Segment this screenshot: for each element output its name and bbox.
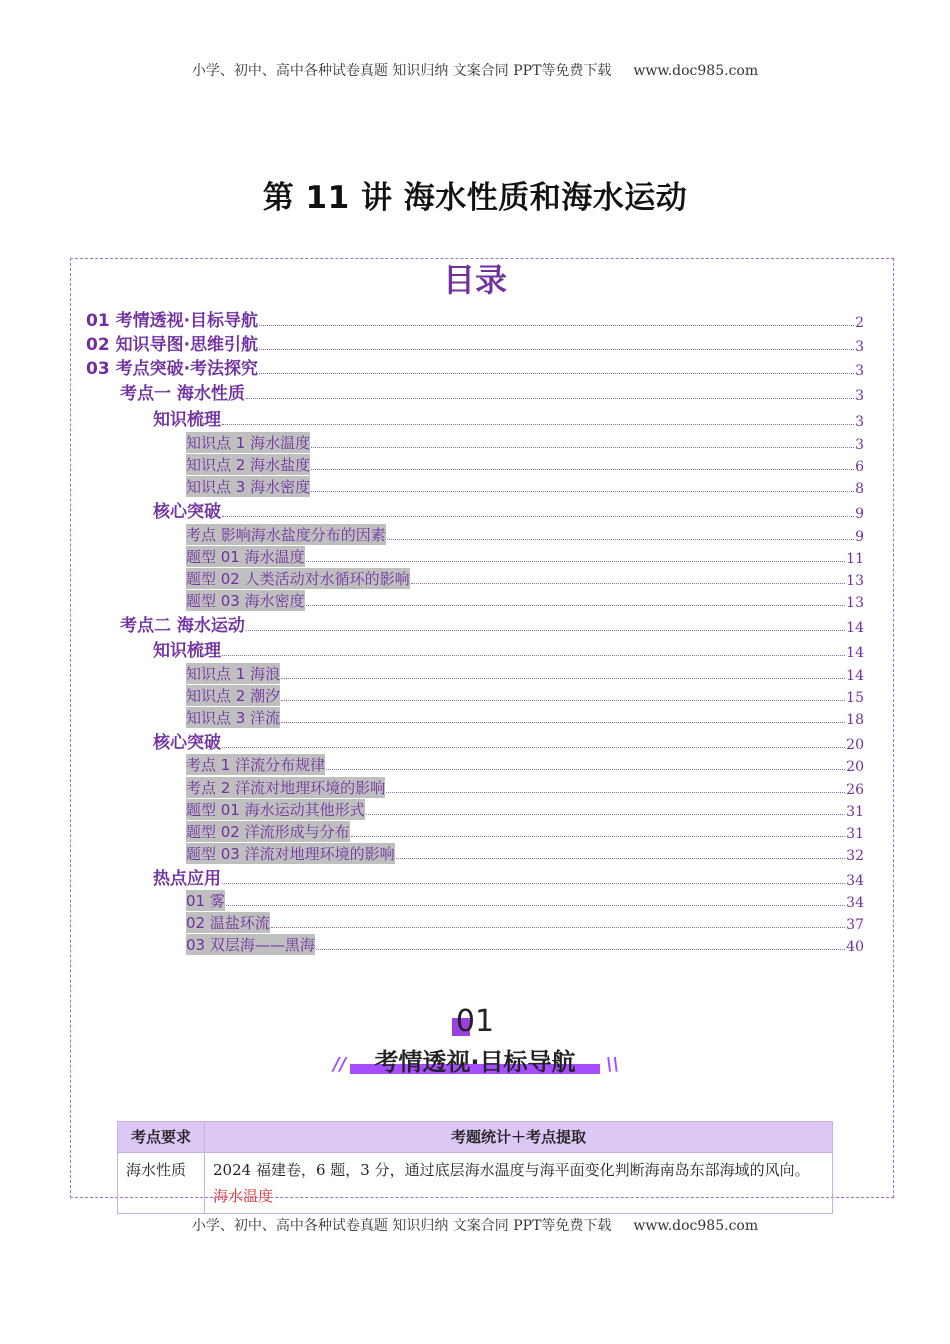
toc-item-page: 13 [846, 595, 864, 611]
toc-item-label: 知识点 2 潮汐 [186, 687, 281, 705]
toc-leader-dots [386, 792, 845, 793]
toc-leader-dots [271, 927, 845, 928]
toc-item[interactable] [186, 911, 864, 933]
toc-item-page: 14 [846, 668, 864, 684]
toc-leader-dots [351, 836, 846, 837]
toc-leader-dots [306, 561, 846, 562]
toc-item-label: 知识点 1 海浪 [186, 665, 281, 683]
toc-item[interactable] [186, 706, 864, 728]
toc-item[interactable] [86, 333, 864, 355]
toc-leader-dots [311, 491, 854, 492]
section-name: 考情透视·目标导航 [374, 1048, 576, 1076]
toc-item-page: 20 [846, 759, 864, 775]
toc-item[interactable] [186, 842, 864, 864]
toc-item[interactable] [186, 567, 864, 589]
toc-item[interactable] [186, 889, 864, 911]
toc-item[interactable] [153, 731, 864, 753]
toc-item-label: 03 考点突破·考法探究 [86, 359, 259, 379]
toc-leader-dots [259, 325, 854, 326]
toc-item-page: 20 [846, 737, 864, 753]
toc-item-label: 题型 02 人类活动对水循环的影响 [186, 570, 410, 588]
toc-item-label: 知识点 1 海水温度 [186, 434, 311, 452]
toc-item-page: 8 [855, 481, 864, 497]
toc-leader-dots [366, 814, 846, 815]
toc-item[interactable] [153, 639, 864, 661]
toc-item-label: 考点一 海水性质 [120, 384, 245, 404]
toc-item-label: 考点 影响海水盐度分布的因素 [186, 526, 386, 544]
toc-item[interactable] [186, 431, 864, 453]
toc-leader-dots [326, 769, 845, 770]
toc-item-label: 知识梳理 [153, 641, 221, 661]
table-header-cell: 考点要求 [118, 1122, 205, 1153]
toc-leader-dots [316, 949, 845, 950]
toc-item-page: 37 [846, 917, 864, 933]
toc-leader-dots [246, 398, 854, 399]
toc-item-label: 考点 1 洋流分布规律 [186, 756, 326, 774]
page-footer [0, 1215, 950, 1235]
toc-item-label: 02 知识导图·思维引航 [86, 335, 259, 355]
toc-item-label: 知识梳理 [153, 410, 221, 430]
toc-item-page: 2 [855, 315, 864, 331]
toc-item-page: 3 [855, 388, 864, 404]
toc-item-label: 03 双层海——黑海 [186, 936, 315, 954]
toc-item-page: 6 [855, 459, 864, 475]
toc-leader-dots [411, 583, 846, 584]
toc-item[interactable] [153, 408, 864, 430]
toc-item-page: 3 [855, 414, 864, 430]
toc-item-page: 40 [846, 939, 864, 955]
toc-item-label: 核心突破 [153, 733, 221, 753]
toc-leader-dots [222, 883, 845, 884]
toc-item-label: 题型 01 海水运动其他形式 [186, 801, 365, 819]
toc-item[interactable] [186, 684, 864, 706]
slash-left-decoration: // [333, 1054, 347, 1075]
toc-item-label: 核心突破 [153, 502, 221, 522]
toc-leader-dots [259, 373, 854, 374]
toc-item-page: 31 [846, 826, 864, 842]
toc-item-page: 3 [855, 363, 864, 379]
header-text: 小学、初中、高中各种试卷真题 知识归纳 文案合同 PPT等免费下载 [191, 63, 612, 79]
toc-item-page: 14 [846, 620, 864, 636]
toc-leader-dots [222, 516, 854, 517]
toc-leader-dots [306, 605, 846, 606]
toc-leader-dots [222, 424, 854, 425]
toc-item-page: 18 [846, 712, 864, 728]
toc-leader-dots [281, 700, 845, 701]
toc-item[interactable] [186, 820, 864, 842]
toc-item-page: 15 [846, 690, 864, 706]
toc-leader-dots [246, 630, 845, 631]
toc-item-page: 3 [855, 339, 864, 355]
toc-item[interactable] [120, 614, 864, 636]
toc-item-page: 3 [855, 437, 864, 453]
toc-item-page: 9 [855, 506, 864, 522]
toc-item-page: 32 [846, 848, 864, 864]
toc-item-label: 题型 03 洋流对地理环境的影响 [186, 845, 395, 863]
toc-item-page: 13 [846, 573, 864, 589]
toc-item-page: 31 [846, 804, 864, 820]
toc-leader-dots [396, 858, 846, 859]
toc-leader-dots [222, 655, 845, 656]
requirements-table [117, 1121, 833, 1214]
table-header-cell: 考题统计＋考点提取 [205, 1122, 833, 1153]
toc-item[interactable] [186, 453, 864, 475]
table-row [118, 1153, 833, 1214]
toc-leader-dots [259, 349, 854, 350]
toc-item[interactable] [86, 357, 864, 379]
table-cell-highlight: 海水温度 [213, 1187, 274, 1205]
toc-item[interactable] [120, 382, 864, 404]
section-number: 01 [455, 1004, 495, 1039]
toc-item-page: 26 [846, 782, 864, 798]
toc-item-page: 11 [846, 551, 864, 567]
slash-right-decoration: \\ [606, 1054, 620, 1075]
toc-item[interactable] [186, 589, 864, 611]
table-cell-text: 2024 福建卷，6 题，3 分，通过底层海水温度与海平面变化判断海南岛东部海域的风向。 [213, 1161, 810, 1179]
toc-item-page: 34 [846, 895, 864, 911]
toc-item[interactable] [186, 662, 864, 684]
toc-item-page: 14 [846, 645, 864, 661]
footer-site: www.doc985.com [633, 1218, 759, 1234]
toc-item-label: 题型 03 海水密度 [186, 592, 305, 610]
toc-leader-dots [311, 469, 854, 470]
toc-item[interactable] [186, 475, 864, 497]
header-site: www.doc985.com [633, 63, 759, 79]
page-header [0, 60, 950, 80]
toc-item[interactable] [186, 776, 864, 798]
toc-item-label: 01 考情透视·目标导航 [86, 311, 259, 331]
toc-item-label: 知识点 2 海水盐度 [186, 456, 311, 474]
table-header-row [118, 1122, 833, 1153]
toc-item[interactable] [186, 798, 864, 820]
footer-text: 小学、初中、高中各种试卷真题 知识归纳 文案合同 PPT等免费下载 [191, 1218, 612, 1234]
toc-item[interactable] [186, 545, 864, 567]
toc-leader-dots [311, 447, 854, 448]
toc-item-label: 题型 02 洋流形成与分布 [186, 823, 350, 841]
toc-leader-dots [222, 747, 845, 748]
page-title: 第 11 讲 海水性质和海水运动 [262, 180, 688, 216]
toc-item[interactable] [153, 500, 864, 522]
toc-item[interactable] [186, 753, 864, 775]
toc-item-label: 热点应用 [153, 869, 221, 889]
toc-leader-dots [387, 539, 854, 540]
toc-item-label: 知识点 3 洋流 [186, 709, 281, 727]
toc-item-label: 02 温盐环流 [186, 914, 270, 932]
toc-leader-dots [226, 905, 845, 906]
toc-item-page: 34 [846, 873, 864, 889]
toc-item[interactable] [86, 309, 864, 331]
toc-leader-dots [281, 678, 845, 679]
toc-item[interactable] [153, 867, 864, 889]
toc-item-label: 考点二 海水运动 [120, 616, 245, 636]
toc-item-label: 知识点 3 海水密度 [186, 478, 311, 496]
table-cell: 海水性质 [118, 1153, 205, 1214]
toc-leader-dots [281, 722, 845, 723]
toc-item-page: 9 [855, 529, 864, 545]
table-cell [205, 1153, 833, 1214]
toc-item-label: 考点 2 洋流对地理环境的影响 [186, 779, 386, 797]
toc-item-label: 01 雾 [186, 892, 225, 910]
toc-title: 目录 [442, 261, 507, 299]
toc-item[interactable] [186, 523, 864, 545]
toc-item[interactable] [186, 933, 864, 955]
toc-item-label: 题型 01 海水温度 [186, 548, 305, 566]
